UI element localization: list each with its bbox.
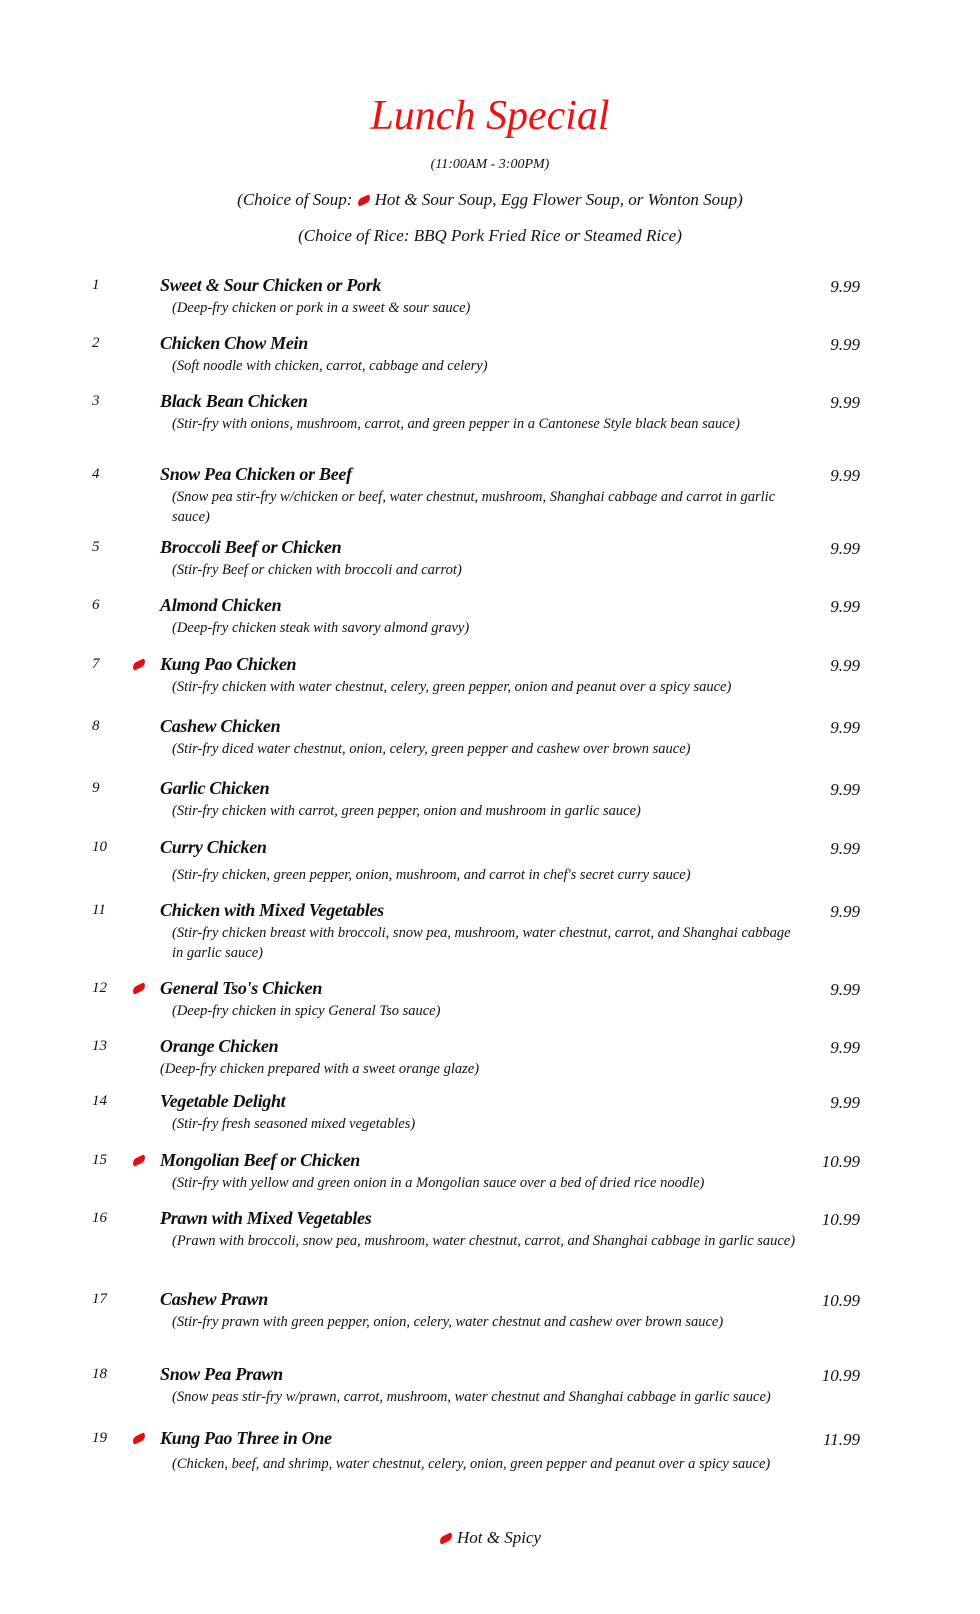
soup-options: Hot & Sour Soup, Egg Flower Soup, or Wonton Soup)	[374, 190, 743, 209]
item-number: 5	[92, 539, 100, 555]
chili-pepper-icon	[131, 982, 147, 994]
item-price: 10.99	[821, 1291, 860, 1310]
soup-choice	[0, 190, 980, 210]
chili-pepper-icon	[356, 194, 372, 206]
item-number: 12	[92, 980, 107, 996]
item-description: (Stir-fry with onions, mushroom, carrot, and green pepper in a Cantonese Style black bean sauce)	[172, 416, 740, 432]
item-name: Kung Pao Three in One	[160, 1428, 332, 1448]
item-name: Black Bean Chicken	[160, 391, 308, 411]
item-description: (Stir-fry chicken breast with broccoli, snow pea, mushroom, water chestnut, carrot, and Shanghai cabbage in garlic sauce)	[172, 925, 791, 961]
spicy-legend	[0, 1528, 980, 1548]
item-price: 9.99	[830, 980, 860, 999]
item-description: (Deep-fry chicken steak with savory almond gravy)	[172, 620, 470, 636]
item-name: Garlic Chicken	[160, 778, 270, 798]
item-price: 9.99	[830, 656, 860, 675]
chili-pepper-icon	[131, 1432, 147, 1444]
chili-pepper-icon	[438, 1532, 454, 1544]
item-price: 9.99	[830, 466, 860, 485]
item-name: Almond Chicken	[160, 595, 282, 615]
item-number: 9	[92, 780, 100, 796]
legend-label: Hot & Spicy	[456, 1528, 542, 1547]
chili-pepper-icon	[131, 1154, 147, 1166]
chili-pepper-icon	[131, 658, 147, 670]
item-name: Broccoli Beef or Chicken	[160, 537, 342, 557]
item-price: 9.99	[830, 393, 860, 412]
item-number: 18	[92, 1366, 107, 1382]
item-name: Prawn with Mixed Vegetables	[160, 1208, 372, 1228]
item-name: Chicken with Mixed Vegetables	[160, 900, 384, 920]
item-price: 9.99	[830, 839, 860, 858]
item-name: Curry Chicken	[160, 837, 267, 857]
item-number: 14	[92, 1093, 107, 1109]
item-description: (Stir-fry chicken, green pepper, onion, mushroom, and carrot in chef's secret curry sauce)	[172, 867, 691, 883]
item-number: 13	[92, 1038, 107, 1054]
item-description: (Stir-fry fresh seasoned mixed vegetables)	[172, 1116, 416, 1132]
item-name: Sweet & Sour Chicken or Pork	[160, 275, 382, 295]
item-description: (Deep-fry chicken in spicy General Tso sauce)	[172, 1003, 441, 1019]
item-name: General Tso's Chicken	[160, 978, 323, 998]
rice-choice: (Choice of Rice: BBQ Pork Fried Rice or Steamed Rice)	[298, 226, 682, 245]
soup-label: (Choice of Soup:	[237, 190, 357, 209]
item-description: (Stir-fry Beef or chicken with broccoli and carrot)	[172, 562, 462, 578]
item-number: 10	[92, 839, 107, 855]
item-description: (Stir-fry diced water chestnut, onion, celery, green pepper and cashew over brown sauce)	[172, 741, 691, 757]
item-price: 9.99	[830, 1093, 860, 1112]
item-description: (Snow peas stir-fry w/prawn, carrot, mushroom, water chestnut and Shanghai cabbage in garlic sauce)	[172, 1389, 771, 1405]
item-number: 11	[92, 902, 106, 918]
item-description: (Prawn with broccoli, snow pea, mushroom, water chestnut, carrot, and Shanghai cabbage in garlic sauce)	[172, 1233, 796, 1249]
item-number: 1	[92, 277, 100, 293]
item-description: (Soft noodle with chicken, carrot, cabbage and celery)	[172, 358, 488, 374]
item-price: 9.99	[830, 780, 860, 799]
item-number: 15	[92, 1152, 107, 1168]
item-number: 6	[92, 597, 100, 613]
item-number: 2	[92, 335, 100, 351]
item-number: 17	[92, 1291, 107, 1307]
item-name: Snow Pea Prawn	[160, 1364, 283, 1384]
item-number: 16	[92, 1210, 107, 1226]
item-name: Cashew Chicken	[160, 716, 281, 736]
item-number: 8	[92, 718, 100, 734]
item-price: 10.99	[821, 1152, 860, 1171]
item-description: (Stir-fry chicken with carrot, green pepper, onion and mushroom in garlic sauce)	[172, 803, 641, 819]
item-price: 9.99	[830, 277, 860, 296]
item-price: 10.99	[821, 1210, 860, 1229]
item-description: (Stir-fry chicken with water chestnut, celery, green pepper, onion and peanut over a spicy sauce)	[172, 679, 732, 695]
item-price: 11.99	[823, 1430, 860, 1449]
item-price: 10.99	[821, 1366, 860, 1385]
item-number: 19	[92, 1430, 107, 1446]
item-price: 9.99	[830, 902, 860, 921]
item-name: Mongolian Beef or Chicken	[160, 1150, 361, 1170]
item-number: 7	[92, 656, 100, 672]
item-price: 9.99	[830, 718, 860, 737]
item-description: (Deep-fry chicken or pork in a sweet & sour sauce)	[172, 300, 471, 316]
lunch-hours: (11:00AM - 3:00PM)	[430, 157, 550, 172]
item-price: 9.99	[830, 335, 860, 354]
item-price: 9.99	[830, 597, 860, 616]
item-description: (Chicken, beef, and shrimp, water chestnut, celery, onion, green pepper and peanut over a spicy sauce)	[172, 1456, 771, 1472]
item-price: 9.99	[830, 1038, 860, 1057]
item-name: Snow Pea Chicken or Beef	[160, 464, 352, 484]
item-description: (Stir-fry prawn with green pepper, onion, celery, water chestnut and cashew over brown sauce)	[172, 1314, 724, 1330]
item-name: Chicken Chow Mein	[160, 333, 308, 353]
item-name: Kung Pao Chicken	[160, 654, 297, 674]
item-name: Orange Chicken	[160, 1036, 279, 1056]
item-description: (Snow pea stir-fry w/chicken or beef, water chestnut, mushroom, Shanghai cabbage and carrot in garlic sauce)	[172, 489, 776, 525]
page-title: Lunch Special	[370, 93, 610, 139]
item-number: 3	[92, 393, 100, 409]
item-price: 9.99	[830, 539, 860, 558]
item-description: (Stir-fry with yellow and green onion in a Mongolian sauce over a bed of dried rice noodle)	[172, 1175, 705, 1191]
item-name: Cashew Prawn	[160, 1289, 268, 1309]
item-name: Vegetable Delight	[160, 1091, 286, 1111]
item-number: 4	[92, 466, 100, 482]
item-description: (Deep-fry chicken prepared with a sweet orange glaze)	[160, 1061, 480, 1077]
